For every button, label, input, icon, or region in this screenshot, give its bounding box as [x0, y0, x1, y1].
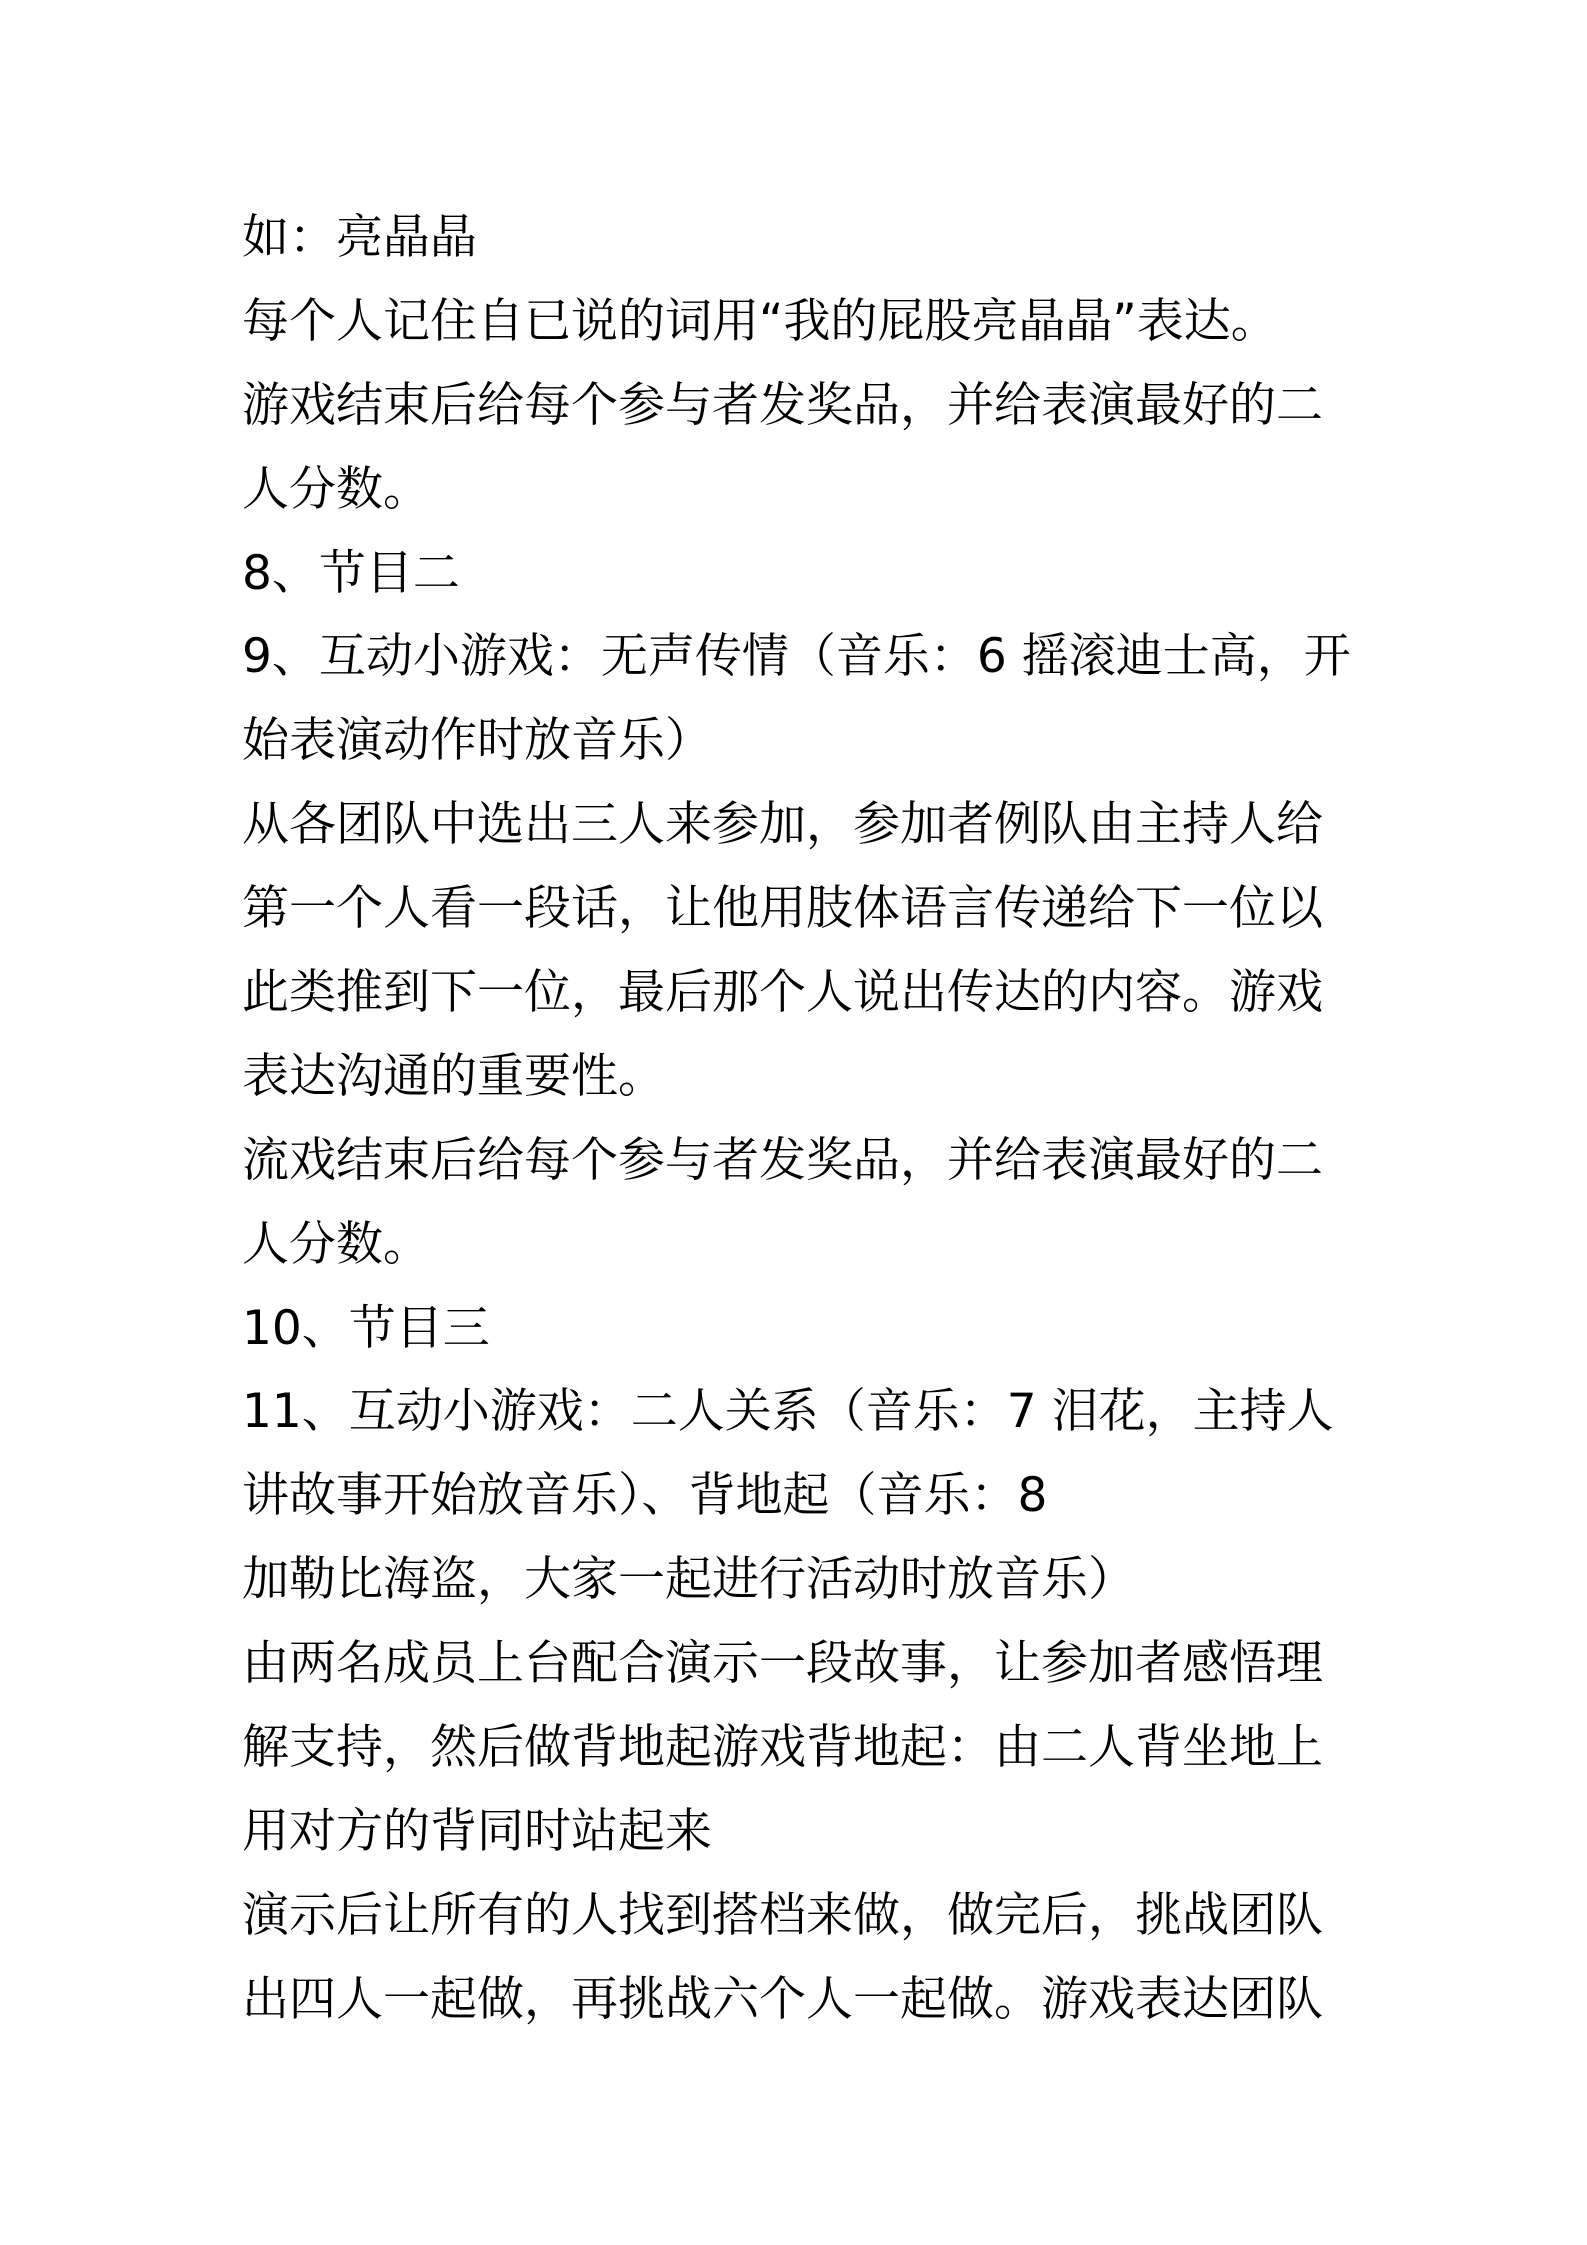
text-line: 用对方的背同时站起来: [242, 1803, 712, 1859]
text-line: 游戏结束后给每个参与者发奖品，并给表演最好的二: [242, 377, 1323, 433]
text-line: 人分数。: [242, 1216, 430, 1272]
text-line: 此类推到下一位，最后那个人说出传达的内容。游戏: [242, 965, 1323, 1021]
text-line: 10、节目三: [242, 1300, 490, 1356]
document-body: [242, 208, 1357, 2054]
text-line: 第一个人看一段话，让他用肢体语言传递给下一位以: [242, 881, 1323, 937]
text-line: 如：亮晶晶: [242, 210, 477, 265]
text-line: 8、节目二: [242, 545, 460, 601]
text-line: 11、互动小游戏：二人关系（音乐：7 泪花，主持人: [242, 1384, 1334, 1440]
text-line: 始表演动作时放音乐）: [242, 713, 712, 769]
text-line: 出四人一起做，再挑战六个人一起做。游戏表达团队: [242, 1971, 1323, 2027]
text-line: 流戏结束后给每个参与者发奖品，并给表演最好的二: [242, 1132, 1323, 1188]
text-line: 由两名成员上台配合演示一段故事，让参加者感悟理: [242, 1636, 1323, 1692]
text-line: 从各团队中选出三人来参加，参加者例队由主持人给: [242, 797, 1323, 853]
text-line: 每个人记住自已说的词用“我的屁股亮晶晶”表达。: [242, 293, 1278, 349]
text-line: 讲故事开始放音乐）、背地起（音乐：8: [242, 1468, 1048, 1524]
text-line: 人分数。: [242, 461, 430, 517]
text-line: 解支持，然后做背地起游戏背地起：由二人背坐地上: [242, 1720, 1323, 1776]
text-line: 演示后让所有的人找到搭档来做，做完后，挑战团队: [242, 1887, 1323, 1943]
text-line: 加勒比海盗，大家一起进行活动时放音乐）: [242, 1552, 1135, 1608]
text-line: 表达沟通的重要性。: [242, 1048, 665, 1104]
text-line: 9、互动小游戏：无声传情（音乐：6 摇滚迪士高，开: [242, 629, 1351, 685]
